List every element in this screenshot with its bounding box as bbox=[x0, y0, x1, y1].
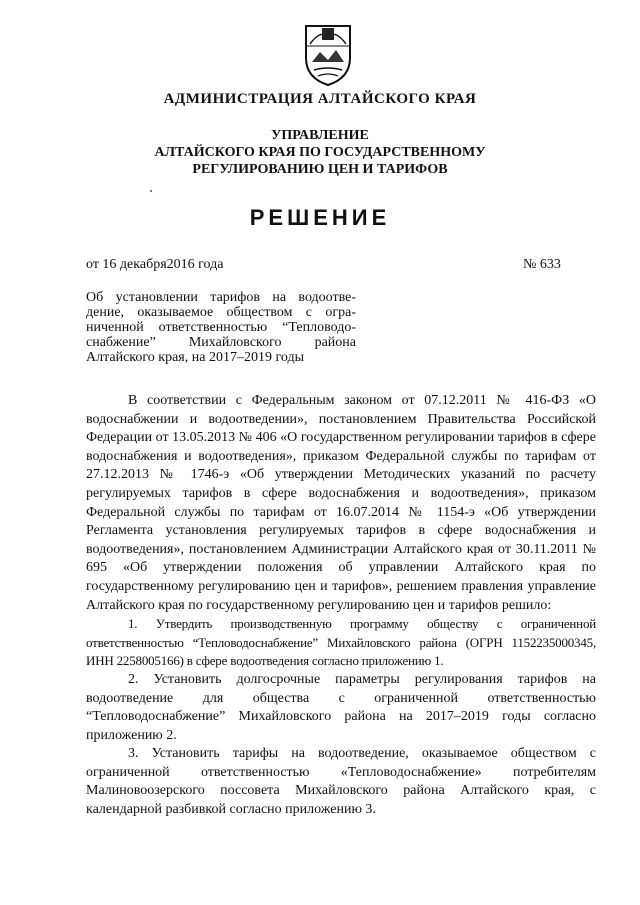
document-number: № 633 bbox=[523, 257, 561, 272]
scan-speck bbox=[150, 190, 152, 192]
document-type: РЕШЕНИЕ bbox=[249, 205, 391, 230]
item-paragraph: 2. Установить долгосрочные параметры регулирования тарифов на водоотведение для общества с ограниченной ответственностью “Тепловодоснабжение” Михайловского района на 2017–2019 годы согласно приложению 2. bbox=[86, 671, 596, 743]
coat-of-arms-icon bbox=[300, 22, 356, 88]
organization-name: АДМИНИСТРАЦИЯ АЛТАЙСКОГО КРАЯ bbox=[163, 91, 477, 107]
document-date: от 16 декабря2016 года bbox=[86, 257, 224, 272]
department-line: АЛТАЙСКОГО КРАЯ ПО ГОСУДАРСТВЕННОМУ bbox=[154, 145, 486, 160]
department-line: УПРАВЛЕНИЕ bbox=[271, 128, 369, 143]
preamble-paragraph: В соответствии с Федеральным законом от 07.12.2011 № 416-ФЗ «О водоснабжении и водоотведении», постановлением Правительства Российской Федерации от 13.05.2013 № 406 «О государственном регулировании тарифов в сфере водоснабжения и водоотведения», приказом Федеральной службы по тарифам от 27.12.2013 № 1746-э «Об утверждении Методических указаний по расчету регулируемых тарифов в сфере водоснабжения и водоотведения», приказом Федеральной службы по тарифам от 16.07.2014 № 1154-э «Об утверждении Регламента установления регулируемых тарифов в сфере водоснабжения и водоотведения», постановлением Администрации Алтайского края от 30.11.2011 № 695 «Об утверждении положения об управлении Алтайского края по государственному регулированию цен и тарифов», решением правления управление Алтайского края по государственному регулированию цен и тарифов решило: bbox=[86, 393, 596, 613]
department-name bbox=[0, 127, 640, 178]
document-subject: Об установлении тарифов на водоотве- дение, оказываемое обществом с огра- ниченной ответственностью “Тепловодо- снабжение” Михайловского района Алтайского края, на 2017–2019 годы bbox=[86, 290, 356, 365]
department-line: РЕГУЛИРОВАНИЮ ЦЕН И ТАРИФОВ bbox=[192, 162, 448, 177]
item-paragraph: 1. Утвердить производственную программу обществу с ограниченной ответственностью “Тепловодоснабжение” Михайловского района (ОГРН 1152235000345, ИНН 2258005166) в сфере водоотведения согласно приложению 1. bbox=[86, 616, 596, 669]
document-body bbox=[86, 392, 596, 820]
item-paragraph: 3. Установить тарифы на водоотведение, оказываемое обществом с ограниченной ответственностью «Тепловодоснабжение» потребителям Малиновоозерского поссовета Михайловского района Алтайского края, с календарной разбивкой согласно приложению 3. bbox=[86, 746, 596, 818]
